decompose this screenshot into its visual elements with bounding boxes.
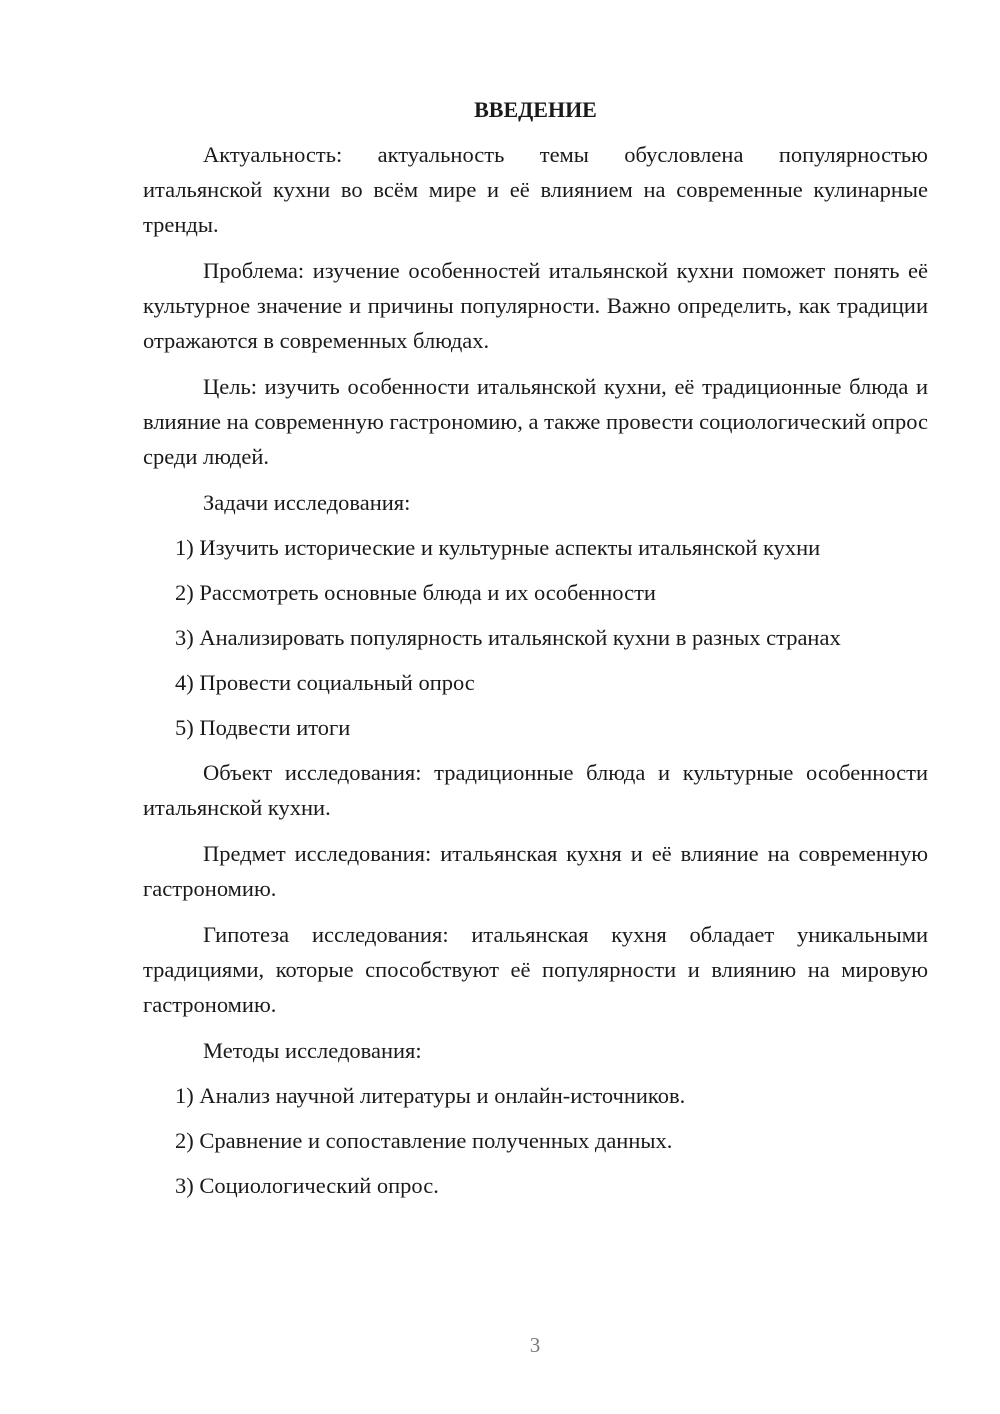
list-item: 3) Социологический опрос.: [175, 1173, 439, 1198]
list-item: 3) Анализировать популярность итальянской кухни в разных странах: [175, 625, 841, 650]
object-paragraph: Объект исследования: традиционные блюда и культурные особенности итальянской кухни.: [143, 760, 928, 820]
hypothesis-paragraph: Гипотеза исследования: итальянская кухня обладает уникальными традициями, которые способствуют её популярности и влиянию на мировую гастрономию.: [143, 922, 928, 1017]
tasks-list: [143, 530, 928, 745]
list-item: 1) Изучить исторические и культурные аспекты итальянской кухни: [175, 535, 821, 560]
methods-list: [143, 1078, 928, 1203]
problem-paragraph: Проблема: изучение особенностей итальянской кухни поможет понять её культурное значение и причины популярности. Важно определить, как традиции отражаются в современных блюдах.: [143, 258, 928, 353]
document-heading: ВВЕДЕНИЕ: [474, 97, 597, 122]
tasks-label: Задачи исследования:: [203, 490, 411, 515]
list-item: 2) Сравнение и сопоставление полученных данных.: [175, 1128, 673, 1153]
subject-paragraph: Предмет исследования: итальянская кухня и её влияние на современную гастрономию.: [143, 841, 928, 901]
goal-paragraph: Цель: изучить особенности итальянской кухни, её традиционные блюда и влияние на современную гастрономию, а также провести социологический опрос среди людей.: [143, 374, 928, 469]
list-item: 1) Анализ научной литературы и онлайн-источников.: [175, 1083, 686, 1108]
methods-label: Методы исследования:: [203, 1038, 422, 1063]
list-item: 5) Подвести итоги: [175, 715, 351, 740]
page-number: 3: [529, 1333, 541, 1357]
document-page: [143, 92, 928, 1213]
relevance-paragraph: Актуальность: актуальность темы обусловлена популярностью итальянской кухни во всём мире и её влиянием на современные кулинарные тренды.: [143, 142, 928, 237]
list-item: 4) Провести социальный опрос: [175, 670, 475, 695]
list-item: 2) Рассмотреть основные блюда и их особенности: [175, 580, 656, 605]
